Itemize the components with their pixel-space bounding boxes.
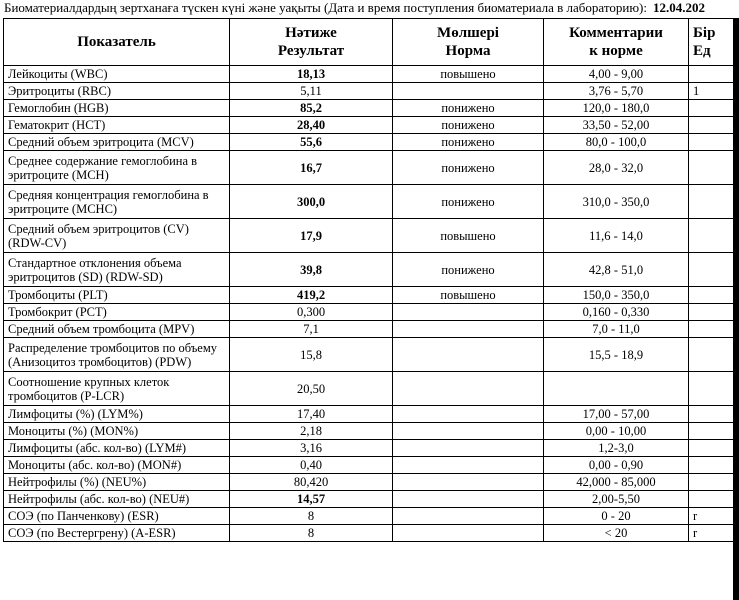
table-header-row (4, 19, 737, 66)
result-cell: 39,8 (230, 253, 393, 287)
indicator-cell: Средняя концентрация гемоглобина в эритроците (MCHC) (4, 185, 230, 219)
unit-cell: r (689, 508, 737, 525)
result-cell: 80,420 (230, 474, 393, 491)
intake-date-line (4, 0, 705, 16)
norm-flag-cell (393, 338, 544, 372)
reference-range-cell: 11,6 - 14,0 (544, 219, 689, 253)
norm-flag-cell (393, 406, 544, 423)
indicator-cell: Стандартное отклонения объема эритроцитов (SD) (RDW-SD) (4, 253, 230, 287)
norm-flag-cell: понижено (393, 117, 544, 134)
unit-cell (689, 117, 737, 134)
indicator-cell: СОЭ (по Панченкову) (ESR) (4, 508, 230, 525)
unit-cell (689, 457, 737, 474)
table-row (4, 287, 737, 304)
unit-cell (689, 338, 737, 372)
reference-range-cell: 0 - 20 (544, 508, 689, 525)
table-row (4, 134, 737, 151)
indicator-cell: Эритроциты (RBC) (4, 83, 230, 100)
table-row (4, 100, 737, 117)
table-row (4, 440, 737, 457)
reference-range-cell: 120,0 - 180,0 (544, 100, 689, 117)
intake-date-value: 12.04.202 (652, 0, 705, 15)
result-cell: 17,9 (230, 219, 393, 253)
table-row (4, 372, 737, 406)
table-row (4, 406, 737, 423)
indicator-cell: Нейтрофилы (абс. кол-во) (NEU#) (4, 491, 230, 508)
indicator-cell: Средний объем эритроцитов (CV) (RDW-CV) (4, 219, 230, 253)
indicator-cell: Лимфоциты (%) (LYM%) (4, 406, 230, 423)
reference-range-cell: 2,00-5,50 (544, 491, 689, 508)
unit-cell (689, 100, 737, 117)
indicator-cell: Нейтрофилы (%) (NEU%) (4, 474, 230, 491)
table-row (4, 491, 737, 508)
reference-range-cell: 28,0 - 32,0 (544, 151, 689, 185)
result-cell: 55,6 (230, 134, 393, 151)
reference-range-cell: 33,50 - 52,00 (544, 117, 689, 134)
intake-date-label: Биоматериалдардың зертханаға түскен күні және уақыты (Дата и время поступления биоматериала в лабораторию): (4, 0, 647, 15)
indicator-cell: Лимфоциты (абс. кол-во) (LYM#) (4, 440, 230, 457)
norm-header: Мөлшері Норма (393, 19, 544, 66)
reference-range-cell: 310,0 - 350,0 (544, 185, 689, 219)
norm-flag-cell (393, 440, 544, 457)
indicator-cell: Гемоглобин (HGB) (4, 100, 230, 117)
unit-cell (689, 287, 737, 304)
norm-flag-cell (393, 525, 544, 542)
result-cell: 20,50 (230, 372, 393, 406)
reference-range-cell: 0,00 - 10,00 (544, 423, 689, 440)
unit-cell (689, 321, 737, 338)
unit-cell (689, 491, 737, 508)
result-cell: 5,11 (230, 83, 393, 100)
norm-flag-cell (393, 423, 544, 440)
reference-range-cell: 0,160 - 0,330 (544, 304, 689, 321)
reference-range-cell: 7,0 - 11,0 (544, 321, 689, 338)
result-cell: 0,40 (230, 457, 393, 474)
norm-flag-cell (393, 474, 544, 491)
indicator-cell: Моноциты (абс. кол-во) (MON#) (4, 457, 230, 474)
reference-range-cell: 42,8 - 51,0 (544, 253, 689, 287)
table-row (4, 185, 737, 219)
unit-cell (689, 134, 737, 151)
result-cell: 419,2 (230, 287, 393, 304)
reference-range-cell (544, 372, 689, 406)
norm-flag-cell (393, 508, 544, 525)
table-row (4, 83, 737, 100)
norm-flag-cell: понижено (393, 253, 544, 287)
unit-cell (689, 304, 737, 321)
indicator-cell: Средний объем эритроцита (MCV) (4, 134, 230, 151)
result-cell: 17,40 (230, 406, 393, 423)
reference-range-cell: 1,2-3,0 (544, 440, 689, 457)
result-cell: 8 (230, 508, 393, 525)
unit-cell: r (689, 525, 737, 542)
indicator-cell: Гематокрит (HCT) (4, 117, 230, 134)
result-cell: 3,16 (230, 440, 393, 457)
norm-flag-cell: понижено (393, 134, 544, 151)
reference-range-cell: 17,00 - 57,00 (544, 406, 689, 423)
norm-flag-cell: понижено (393, 100, 544, 117)
table-row (4, 253, 737, 287)
unit-cell (689, 423, 737, 440)
unit-cell (689, 440, 737, 457)
unit-cell (689, 372, 737, 406)
result-cell: 85,2 (230, 100, 393, 117)
norm-flag-cell (393, 83, 544, 100)
reference-range-cell: 80,0 - 100,0 (544, 134, 689, 151)
norm-flag-cell (393, 372, 544, 406)
indicator-cell: Соотношение крупных клеток тромбоцитов (P-LCR) (4, 372, 230, 406)
norm-flag-cell (393, 491, 544, 508)
indicator-cell: Тромбокрит (PCT) (4, 304, 230, 321)
reference-range-cell: 150,0 - 350,0 (544, 287, 689, 304)
indicator-cell: Средний объем тромбоцита (MPV) (4, 321, 230, 338)
indicator-cell: Лейкоциты (WBC) (4, 66, 230, 83)
indicator-cell: Тромбоциты (PLT) (4, 287, 230, 304)
indicator-cell: Моноциты (%) (MON%) (4, 423, 230, 440)
norm-flag-cell: понижено (393, 185, 544, 219)
indicator-cell: Распределение тромбоцитов по объему (Анизоцитоз тромбоцитов) (PDW) (4, 338, 230, 372)
reference-range-cell: 3,76 - 5,70 (544, 83, 689, 100)
indicator-cell: Среднее содержание гемоглобина в эритроците (MCH) (4, 151, 230, 185)
unit-cell: 1 (689, 83, 737, 100)
norm-flag-cell (393, 304, 544, 321)
table-row (4, 474, 737, 491)
indicator-header: Показатель (4, 19, 230, 66)
comment-header: Комментарии к норме (544, 19, 689, 66)
result-header: Нәтиже Результат (230, 19, 393, 66)
result-cell: 18,13 (230, 66, 393, 83)
table-row (4, 338, 737, 372)
table-row (4, 66, 737, 83)
unit-cell (689, 406, 737, 423)
page-edge-shadow (733, 18, 739, 600)
table-row (4, 219, 737, 253)
unit-cell (689, 66, 737, 83)
norm-flag-cell (393, 457, 544, 474)
unit-header: Бір Ед (689, 19, 737, 66)
norm-flag-cell: повышено (393, 219, 544, 253)
table-row (4, 117, 737, 134)
norm-flag-cell (393, 321, 544, 338)
table-row (4, 151, 737, 185)
table-row (4, 457, 737, 474)
result-cell: 14,57 (230, 491, 393, 508)
norm-flag-cell: повышено (393, 66, 544, 83)
unit-cell (689, 219, 737, 253)
result-cell: 7,1 (230, 321, 393, 338)
indicator-cell: СОЭ (по Вестергрену) (A-ESR) (4, 525, 230, 542)
table-row (4, 321, 737, 338)
result-cell: 300,0 (230, 185, 393, 219)
norm-flag-cell: понижено (393, 151, 544, 185)
reference-range-cell: < 20 (544, 525, 689, 542)
result-cell: 8 (230, 525, 393, 542)
result-cell: 15,8 (230, 338, 393, 372)
result-cell: 0,300 (230, 304, 393, 321)
table-row (4, 304, 737, 321)
norm-flag-cell: повышено (393, 287, 544, 304)
reference-range-cell: 4,00 - 9,00 (544, 66, 689, 83)
table-row (4, 525, 737, 542)
table-row (4, 508, 737, 525)
reference-range-cell: 0,00 - 0,90 (544, 457, 689, 474)
unit-cell (689, 151, 737, 185)
reference-range-cell: 15,5 - 18,9 (544, 338, 689, 372)
unit-cell (689, 253, 737, 287)
unit-cell (689, 474, 737, 491)
reference-range-cell: 42,000 - 85,000 (544, 474, 689, 491)
unit-cell (689, 185, 737, 219)
results-table (3, 18, 737, 542)
table-row (4, 423, 737, 440)
result-cell: 2,18 (230, 423, 393, 440)
result-cell: 28,40 (230, 117, 393, 134)
result-cell: 16,7 (230, 151, 393, 185)
